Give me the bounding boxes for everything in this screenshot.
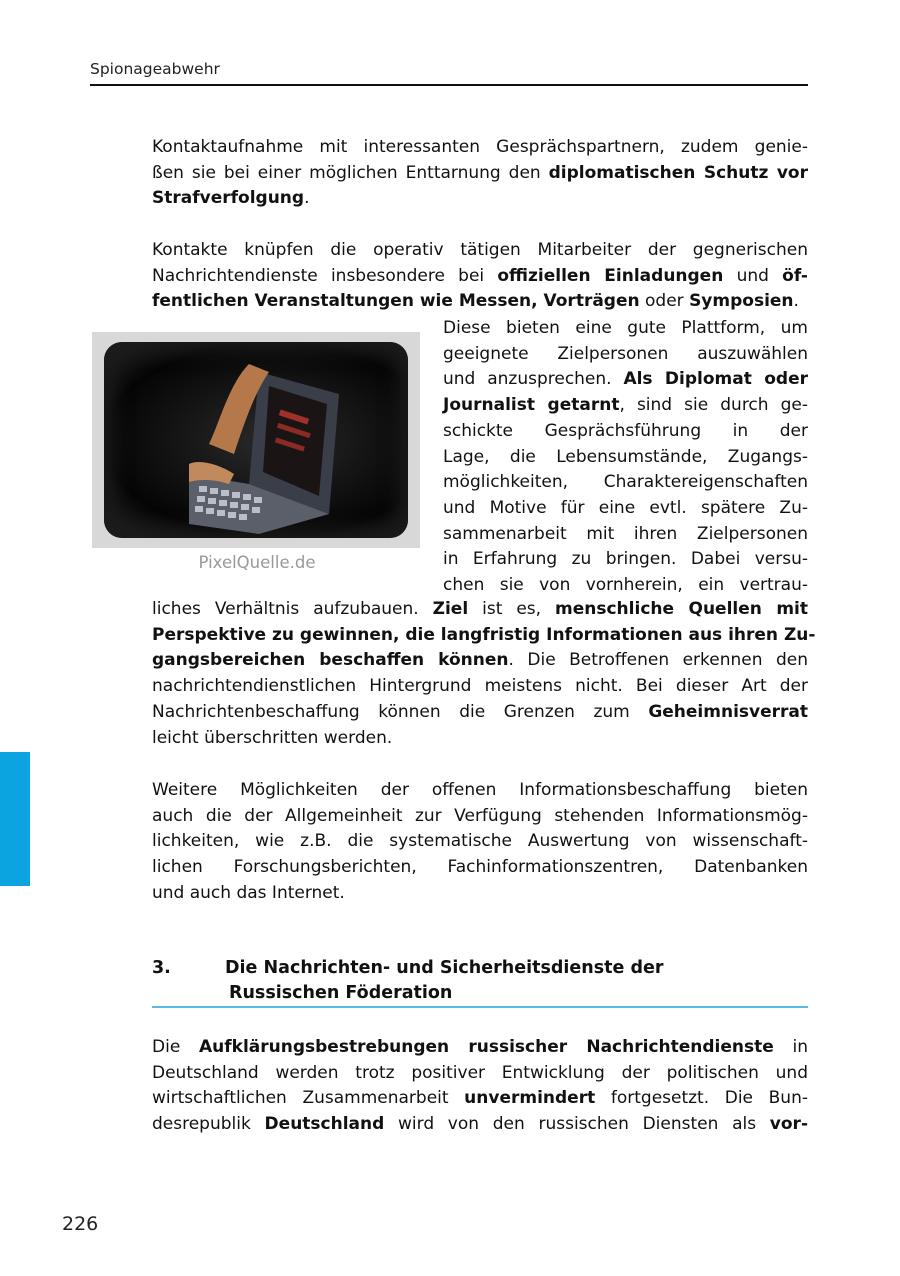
text-line	[152, 134, 808, 160]
text-line	[443, 469, 808, 495]
bold-text: unvermindert	[464, 1088, 596, 1109]
text-run: Lage, die Lebensumstände, Zugangs-	[443, 446, 808, 467]
text-line	[152, 1111, 808, 1137]
text-run: Nachrichtendienste insbesondere bei	[152, 265, 498, 286]
text-run: und anzusprechen.	[443, 369, 624, 390]
text-run: nachrichtendienstlichen Hintergrund meistens nicht. Bei dieser Art der	[152, 676, 808, 697]
text-run: sammenarbeit mit ihren Zielpersonen	[443, 523, 808, 544]
text-line	[152, 160, 808, 186]
text-run: , sind sie durch ge-	[619, 395, 809, 416]
section-title-line-2: Russischen Föderation	[229, 983, 453, 1003]
text-run: Deutschland werden trotz positiver Entwicklung der politischen und	[152, 1062, 808, 1083]
text-line	[443, 444, 808, 470]
text-run: wird von den russischen Diensten als	[384, 1114, 770, 1135]
text-line	[152, 699, 808, 725]
text-run: und Motive für eine evtl. spätere Zu-	[443, 497, 808, 518]
text-line	[152, 828, 808, 854]
text-run: leicht überschritten werden.	[152, 727, 393, 748]
running-header: Spionageabwehr	[90, 60, 220, 78]
page-number: 226	[62, 1213, 99, 1235]
text-line	[152, 673, 808, 699]
text-run: auch die der Allgemeinheit zur Verfügung stehenden Informationsmög-	[152, 805, 808, 826]
text-line	[152, 1085, 808, 1111]
text-line	[152, 647, 808, 673]
laptop-keyboard-illustration	[189, 364, 339, 534]
text-run: in Erfahrung zu bringen. Dabei versu-	[443, 549, 808, 570]
bold-text: Als Diplomat oder	[623, 369, 808, 390]
bold-text: Perspektive zu gewinnen, die langfristig Informationen aus ihren Zu-	[152, 624, 816, 645]
text-line	[152, 288, 808, 314]
text-line	[443, 315, 808, 341]
bold-text: Ziel	[432, 599, 469, 619]
text-run: Weitere Möglichkeiten der offenen Informationsbeschaffung bieten	[152, 780, 808, 800]
text-run: Kontakte knüpfen die operativ tätigen Mitarbeiter der gegnerischen	[152, 240, 808, 260]
text-run: ßen sie bei einer möglichen Enttarnung den	[152, 162, 549, 183]
text-line	[152, 803, 808, 829]
photo-vignette	[104, 342, 408, 538]
text-run: und auch das Internet.	[152, 882, 345, 903]
bold-text: offiziellen Einladungen	[497, 265, 724, 286]
section-number: 3.	[152, 958, 171, 978]
text-line	[152, 1060, 808, 1086]
text-run: lichkeiten, wie z.B. die systematische Auswertung von wissenschaft-	[152, 831, 808, 852]
text-run: .	[793, 291, 799, 312]
text-line	[443, 418, 808, 444]
text-line	[152, 777, 808, 803]
bold-text: gangsbereichen beschaffen können	[152, 650, 509, 671]
bold-text: fentlichen Veranstaltungen wie Messen, Vorträgen	[152, 291, 640, 312]
bold-text: Geheimnisverrat	[648, 701, 808, 722]
bold-text: öf-	[782, 265, 808, 286]
text-line	[443, 495, 808, 521]
text-line	[443, 366, 808, 392]
bold-text: diplomatischen Schutz vor	[548, 162, 808, 183]
text-line	[152, 237, 808, 263]
text-run: schickte Gesprächsführung in der	[443, 420, 808, 441]
bold-text: Strafverfolgung	[152, 188, 305, 209]
text-line	[152, 263, 808, 289]
text-run: lichen Forschungsberichten, Fachinformationszentren, Datenbanken	[152, 857, 808, 878]
text-run: in	[773, 1037, 808, 1057]
text-run: . Die Betroffenen erkennen den	[508, 650, 808, 671]
text-line	[152, 622, 816, 648]
laptop-photo	[92, 332, 420, 548]
text-run: ist es,	[468, 599, 556, 619]
text-line	[152, 880, 808, 906]
text-run: chen sie von vornherein, ein vertrau-	[443, 575, 808, 595]
section-rule	[152, 1006, 808, 1008]
text-run: und	[723, 265, 783, 286]
text-line	[152, 185, 808, 211]
text-line	[443, 341, 808, 367]
text-run: .	[304, 188, 310, 209]
text-line	[443, 572, 808, 598]
text-line	[443, 546, 808, 572]
text-line	[152, 725, 808, 751]
text-run: desrepublik	[152, 1114, 265, 1135]
photo-credit: PixelQuelle.de	[198, 553, 316, 572]
bold-text: Aufklärungsbestrebungen russischer Nachrichtendienste	[198, 1037, 774, 1057]
text-run: geeignete Zielpersonen auszuwählen	[443, 343, 808, 364]
header-rule	[90, 84, 808, 86]
text-line	[152, 1034, 808, 1060]
text-line	[443, 521, 808, 547]
text-run: oder	[639, 291, 690, 312]
bold-text: Journalist getarnt	[443, 395, 620, 416]
text-line	[152, 854, 808, 880]
text-run: wirtschaftlichen Zusammenarbeit	[152, 1088, 465, 1109]
bold-text: Deutschland	[264, 1114, 385, 1135]
section-title-line-1: Die Nachrichten- und Sicherheitsdienste der	[225, 958, 664, 978]
text-run: Kontaktaufnahme mit interessanten Gesprächspartnern, zudem genie-	[152, 137, 808, 157]
text-line	[152, 596, 808, 622]
bold-text: Symposien	[689, 291, 794, 312]
text-run: Diese bieten eine gute Plattform, um	[443, 318, 808, 338]
text-run: möglichkeiten, Charaktereigenschaften	[443, 472, 808, 493]
chapter-tab-marker	[0, 752, 30, 886]
text-line	[443, 392, 808, 418]
text-run: Die	[152, 1037, 199, 1057]
bold-text: vor-	[769, 1114, 808, 1135]
text-run: fortgesetzt. Die Bun-	[595, 1088, 808, 1109]
text-run: liches Verhältnis aufzubauen.	[152, 599, 433, 619]
bold-text: menschliche Quellen mit	[555, 599, 809, 619]
text-run: Nachrichtenbeschaffung können die Grenzen zum	[152, 701, 649, 722]
